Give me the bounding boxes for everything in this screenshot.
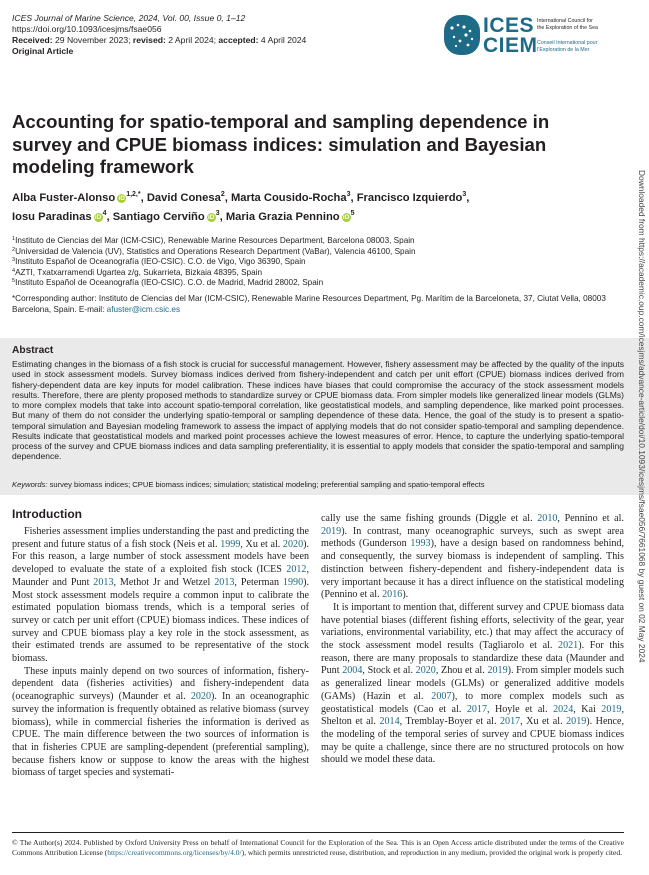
keywords-label: Keywords:	[12, 480, 48, 489]
author-name[interactable]: Maria Grazia Pennino	[225, 211, 340, 223]
paragraph-text: , Stock et al.	[362, 665, 416, 677]
paragraph	[321, 513, 624, 602]
affiliation-text: Universidad de Valencia (UV), Statistics and Operations Research Department (VaBar), Valencia 46100, Spain	[15, 246, 416, 256]
author-affiliation-marker: 2	[220, 191, 225, 198]
article-type: Original Article	[12, 46, 74, 56]
citation-year-link[interactable]: 2016	[382, 589, 403, 601]
introduction-column-left	[12, 526, 309, 780]
paragraph-text: , Peterman	[234, 576, 283, 588]
paragraph-text: ). For this reason, there are many proposals to standardize these data (Maunder and Punt	[321, 640, 624, 677]
introduction-column-right	[321, 513, 624, 767]
received-label: Received:	[12, 35, 53, 45]
affiliation-line	[12, 236, 622, 247]
logo-ciem-text: CIEM	[483, 34, 538, 57]
copyright-footer	[12, 838, 624, 859]
paragraph-text: ). Most stock assessment models require a common input to calibrate the estimated population biomass trends, which is a temporal series of survey or catch per unit effort (CPUE) biomass indices. These indices of survey and CPUE biomass play a key role in the stock assessment, as their estimated trends are assumed to be representative of the stock biomass.	[12, 576, 309, 665]
citation-year-link[interactable]: 2019	[487, 665, 508, 677]
paragraph-text: cally use the same fishing grounds (Diggle et al.	[321, 513, 538, 524]
paragraph-text: , Pennino et al.	[557, 513, 624, 524]
paragraph-text: , Shelton et al.	[321, 703, 624, 728]
revised-label: revised:	[132, 35, 166, 45]
citation-year-link[interactable]: 2020	[190, 691, 212, 703]
ices-logo	[444, 13, 630, 63]
orcid-icon[interactable]: iD	[342, 214, 350, 221]
citation-year-link[interactable]: 2013	[214, 576, 235, 588]
author-list: Alba Fuster-Alonso $iD^{1,2,*}$, David Conesa$^2$, Marta Cousido-Rocha$^3$, Francisco Izquierdo$^3$, Iosu Paradinas $iD^4$, Santiago Cerviño $iD^3$, Maria Grazia Pennino $iD^5$	[12, 191, 470, 223]
author-name[interactable]: Santiago Cerviño	[112, 211, 205, 223]
citation-year-link[interactable]: 2020	[415, 665, 436, 677]
paragraph-text: , Tremblay-Boyer et al.	[399, 716, 500, 728]
orcid-icon[interactable]: iD	[118, 195, 125, 202]
citation-year-link[interactable]: 1993	[410, 538, 431, 550]
affiliation-number: 2	[12, 246, 16, 253]
paragraph-text: , Methot Jr and Wetzel	[113, 576, 215, 588]
received-date: 29 November 2023;	[55, 35, 131, 45]
affiliation-line	[12, 278, 622, 289]
paragraph-text: , Xu et al.	[520, 716, 567, 728]
citation-year-link[interactable]: 2020	[282, 538, 304, 550]
paragraph-text: ), have a design based on randomness behind, and consequently, the survey biomass is independent of sampling. This distinction between fishery-dependent and fishery-independent data is very important because it has a direct influence on the statistical modeling (Pennino et al.	[321, 538, 624, 601]
author-affiliation-marker: 5	[350, 210, 355, 217]
paragraph-text: , Xu et al.	[240, 538, 283, 550]
footer-divider	[12, 832, 624, 833]
citation-year-link[interactable]: 2004	[342, 665, 363, 677]
paragraph	[12, 526, 309, 666]
logo-french-line2: l’Exploration de la Mer	[537, 47, 590, 53]
citation-year-link[interactable]: 2014	[379, 716, 400, 728]
citation-year-link[interactable]: 2019	[601, 703, 622, 715]
citation-year-link[interactable]: 1990	[282, 576, 304, 588]
affiliation-number: 4	[12, 267, 16, 274]
paragraph-text: These inputs mainly depend on two sources of information, fishery-dependent data (fisheries activities) and fishery-independent data (oceanographic surveys) (Maunder et al.	[12, 665, 309, 703]
logo-english-line2: the Exploration of the Sea	[537, 25, 598, 31]
affiliations	[12, 236, 622, 289]
author-affiliation-marker: 4	[102, 210, 107, 217]
paragraph-text: It is important to mention that, different survey and CPUE biomass data have potential biases (different fishing efforts, selectivity of the gear, year variations, environmental variability, etc.) that may affect the accuracy of the stock assessment model results (Tagliarolo et al.	[321, 601, 624, 652]
author-affiliation-marker: 3	[462, 191, 467, 198]
paragraph-text: ). In contrast, many oceanographic surveys, such as swept area methods (Gunderson	[321, 525, 624, 550]
citation-year-link[interactable]: 2019	[321, 525, 342, 537]
accepted-label: accepted:	[218, 35, 259, 45]
introduction-heading: Introduction	[12, 507, 82, 521]
paragraph-text: ), to more complex models such as geostatistical models (Cao et al.	[321, 690, 624, 715]
logo-english-line1: International Council for	[537, 18, 593, 24]
affiliation-number: 1	[12, 236, 16, 242]
author-name[interactable]: David Conesa	[146, 192, 221, 204]
copyright-text-end: ), which permits unrestricted reuse, distribution, and reproduction in any medium, provided the original work is properly cited.	[241, 848, 622, 858]
paragraph-text: , Zhou et al.	[435, 665, 488, 677]
orcid-icon[interactable]: iD	[94, 214, 102, 221]
accepted-date: 4 April 2024	[260, 35, 307, 45]
citation-year-link[interactable]: 1999	[220, 538, 241, 550]
correspondence-email[interactable]: afuster@icm.csic.es	[106, 304, 181, 314]
download-note: Downloaded from https://academic.oup.com/icesjms/advance-article/doi/10.1093/icesjms/fsae056/7661068 by guest on 02 May 2024	[637, 170, 647, 663]
affiliation-text: Instituto Español de Oceanografía (IEO-CSIC). C.O. de Vigo, Vigo 36390, Spain	[15, 257, 306, 267]
revised-date: 2 April 2024;	[168, 35, 217, 45]
author-affiliation-marker: 3	[346, 191, 351, 198]
logo-ices-text: ICES	[483, 14, 535, 37]
keywords-text: survey biomass indices; CPUE biomass indices; simulation; statistical modeling; preferential sampling and spatio-temporal effects	[49, 480, 485, 489]
paragraph-text: ). From simpler models such as generalized linear models (GLMs) or generalized additive models (GAMs) (Hazin et al.	[321, 665, 624, 702]
citation-year-link[interactable]: 2012	[286, 564, 307, 576]
license-link[interactable]: https://creativecommons.org/licenses/by/4.0/	[107, 848, 242, 858]
affiliation-line	[12, 268, 622, 279]
keywords	[12, 480, 624, 490]
paragraph-text: ). For this reason, a large number of stock assessment models have been developed to evaluate the state of a exploited fish stock (ICES	[12, 538, 309, 576]
paragraph-text: ). Hence, the modeling of the temporal series of survey and CPUE biomass indices may be quite a challenge, since there are no structured protocols on how should we model these data.	[321, 716, 624, 766]
author-name[interactable]: Marta Cousido-Rocha	[230, 192, 347, 204]
author-name[interactable]: Iosu Paradinas	[12, 211, 92, 223]
author-name[interactable]: Francisco Izquierdo	[356, 192, 463, 204]
orcid-icon[interactable]: iD	[207, 214, 215, 221]
abstract-text: Estimating changes in the biomass of a fish stock is crucial for successful management. However, fishery assessment may be affected by the quality of the inputs used in stock assessment models. Survey biomass indices derived from fishery-independent and catch per unit effort (CPUE) biomass indices derived from fishery-dependent data are key inputs for model calibration. These indices have biases that could compromise the accuracy of the stock assessment models results. Therefore, there are plenty proposed methods to standardize survey or CPUE biomass data. From simpler models like generalized linear models (GLMs) to more complex models that take into account spatio-temporal correlation, like geostatistical models, and sampling dependence, like marked point processes. But many of them do not consider the underlying spatio-temporal or sampling dependence of these data. Hence, the goal of the study is to present a spatio-temporal simulation and Bayesian modeling framework to assess the impact of applying models that do not consider spatio-temporal and sampling dependence. Results indicate that geostatistical models and marked point processes achieve the lowest measures of error. Hence, to capture the underlying spatio-temporal process of the survey and CPUE biomass indices and data sampling preferentiality, it is essential to apply models that consider the spatio-temporal and sampling dependence.	[12, 359, 624, 462]
author-affiliation-marker: 1,2,*	[126, 191, 141, 198]
paragraph-text: , Hoyle et al.	[487, 703, 554, 715]
citation-year-link[interactable]: 2007	[431, 690, 452, 702]
abstract-heading: Abstract	[12, 345, 54, 356]
correspondence	[12, 294, 622, 315]
affiliation-text: AZTI, Txatxarramendi Ugartea z/g, Sukarrieta, Bizkaia 48395, Spain	[15, 267, 263, 277]
paragraph-text: Fisheries assessment implies understanding the past and predicting the present and future status of a fish stock (Neis et al.	[12, 526, 309, 550]
affiliation-text: Instituto de Ciencias del Mar (ICM-CSIC), Renewable Marine Resources Department, Barcelona 08003, Spain	[15, 236, 415, 245]
ices-emblem-icon	[444, 15, 480, 55]
doi-link[interactable]: https://doi.org/10.1093/icesjms/fsae056	[12, 24, 162, 34]
citation-year-link[interactable]: 2013	[93, 576, 114, 588]
citation-year-link[interactable]: 2017	[499, 716, 521, 728]
citation-year-link[interactable]: 2019	[566, 716, 587, 728]
affiliation-line	[12, 257, 622, 268]
paragraph-text: ).	[402, 589, 409, 601]
journal-citation: ICES Journal of Marine Science, 2024, Vol. 00, Issue 0, 1–12	[12, 13, 246, 23]
affiliation-number: 5	[12, 278, 16, 285]
author-name[interactable]: Alba Fuster-Alonso	[12, 192, 116, 204]
author-affiliation-marker: 3	[215, 210, 220, 217]
paragraph-text: ). In an oceanographic survey the information is frequently obtained as relative biomass (survey biomass), while in commercial fisheries the information is derived as CPUE. The main difference between the two sources of information is that in fisheries CPUE are sampling-dependent (preferential sampling), because fishers know or suppose to know the areas with the highest biomass of target species and systemati-	[12, 691, 309, 779]
citation-year-link[interactable]: 2021	[558, 640, 579, 652]
citation-year-link[interactable]: 2024	[553, 703, 574, 715]
paragraph-text: , Maunder and Punt	[12, 564, 309, 588]
affiliation-line	[12, 247, 622, 258]
affiliation-number: 3	[12, 257, 16, 264]
citation-year-link[interactable]: 2010	[537, 513, 558, 524]
paragraph-text: , Kai	[573, 703, 602, 715]
download-sidebar	[635, 170, 649, 860]
article-header	[12, 13, 306, 57]
paragraph	[321, 602, 624, 767]
paper-title: Accounting for spatio-temporal and sampling dependence in survey and CPUE biomass indices: simulation and Bayesian modeling framework	[12, 111, 550, 177]
logo-french-line1: Conseil International pour	[537, 40, 598, 46]
citation-year-link[interactable]: 2017	[466, 703, 487, 715]
affiliation-text: Instituto Español de Oceanografía (IEO-CSIC). C.O. de Madrid, Madrid 28002, Spain	[15, 278, 324, 288]
dates-line	[12, 35, 306, 46]
correspondence-text: *Corresponding author: Instituto de Ciencias del Mar (ICM-CSIC), Renewable Marine Resources Department, Pg. Marítim de la Barceloneta, 37, Ciutat Vella, 08003 Barcelona, Spain. E-mail:	[12, 294, 606, 314]
paragraph	[12, 666, 309, 780]
copyright-text: © The Author(s) 2024. Published by Oxford University Press on behalf of International Council for the Exploration of the Sea. This is an Open Access article distributed under the terms of the Creative Commons Attribution License (	[12, 838, 624, 858]
